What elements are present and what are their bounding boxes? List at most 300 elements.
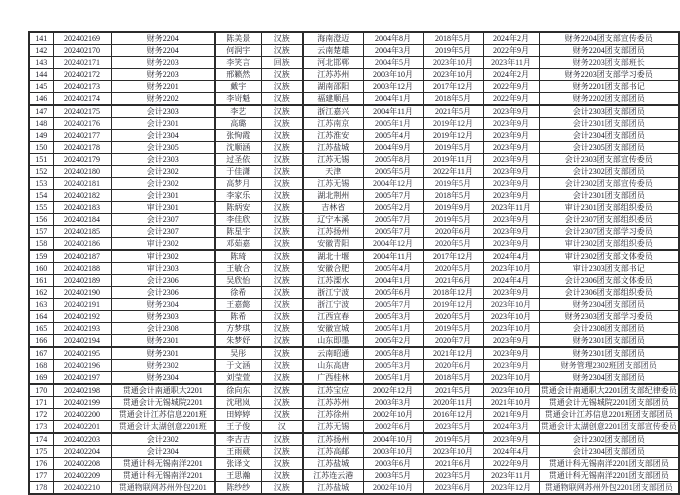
position-cell: 会计2301团支部团员 [539, 190, 679, 202]
name-cell: 邢籁然 [215, 69, 261, 81]
date-cell-a: 2019年11月 [423, 154, 483, 166]
birthplace-cell: 江苏扬州 [303, 226, 363, 238]
ethnicity-cell: 汉族 [261, 299, 303, 311]
row-number-cell: 161 [29, 275, 53, 287]
student-id-cell: 202402187 [53, 250, 111, 263]
birth-date-cell: 2004年11月 [363, 250, 423, 263]
ethnicity-cell: 汉族 [261, 105, 303, 118]
class-name-cell: 财务2203 [111, 57, 215, 69]
class-name-cell: 财务2301 [111, 335, 215, 348]
student-id-cell: 202402208 [53, 458, 111, 470]
date-cell-a: 2020年5月 [423, 311, 483, 323]
row-number-cell: 148 [29, 118, 53, 130]
position-cell: 财务2303团支部学习委员 [539, 311, 679, 323]
birth-date-cell: 2003年3月 [363, 397, 423, 409]
name-cell: 李佳欣 [215, 214, 261, 226]
birthplace-cell: 江苏苏州 [303, 397, 363, 409]
date-cell-a: 2017年12月 [423, 250, 483, 263]
ethnicity-cell: 汉族 [261, 335, 303, 348]
name-cell: 刘莹萱 [215, 372, 261, 385]
name-cell: 吴彤 [215, 347, 261, 360]
date-cell-b: 2023年9月 [483, 190, 539, 202]
ethnicity-cell: 汉族 [261, 190, 303, 202]
table-row [29, 433, 679, 446]
table-row [29, 372, 679, 385]
position-cell: 贯通会计南通职大2201团支部纪律委员 [539, 384, 679, 397]
position-cell: 审计2303团支部书记 [539, 263, 679, 275]
date-cell-b: 2024年2月 [483, 32, 539, 45]
ethnicity-cell: 汉族 [261, 250, 303, 263]
student-id-cell: 202402180 [53, 166, 111, 178]
name-cell: 李艺 [215, 105, 261, 118]
table-row [29, 311, 679, 323]
date-cell-a: 2018年5月 [423, 32, 483, 45]
date-cell-b: 2023年9月 [483, 335, 539, 348]
position-cell: 财务2201团支部书记 [539, 81, 679, 93]
name-cell: 王敏合 [215, 263, 261, 275]
position-cell: 会计2306团支部组织委员 [539, 287, 679, 299]
date-cell-a: 2020年6月 [423, 360, 483, 372]
ethnicity-cell: 汉族 [261, 470, 303, 482]
row-number-cell: 153 [29, 178, 53, 190]
birthplace-cell: 江苏苏州 [303, 69, 363, 81]
table-row [29, 384, 679, 397]
position-cell: 财务2301团支部团员 [539, 335, 679, 348]
student-id-cell: 202402183 [53, 202, 111, 214]
ethnicity-cell: 汉族 [261, 433, 303, 446]
row-number-cell: 151 [29, 154, 53, 166]
student-id-cell: 202402178 [53, 142, 111, 154]
birthplace-cell: 江苏盐城 [303, 482, 363, 495]
student-id-cell: 202402175 [53, 105, 111, 118]
class-name-cell: 贯通计科无锡南洋2201 [111, 458, 215, 470]
student-id-cell: 202402192 [53, 311, 111, 323]
date-cell-a: 2020年7月 [423, 335, 483, 348]
student-id-cell: 202402171 [53, 57, 111, 69]
row-number-cell: 175 [29, 446, 53, 458]
birthplace-cell: 广西桂林 [303, 372, 363, 385]
birth-date-cell: 2002年6月 [363, 421, 423, 434]
student-id-cell: 202402184 [53, 214, 111, 226]
student-id-cell: 202402188 [53, 263, 111, 275]
birthplace-cell: 海南澄迈 [303, 32, 363, 45]
table-row [29, 287, 679, 299]
row-number-cell: 142 [29, 45, 53, 57]
ethnicity-cell: 汉族 [261, 118, 303, 130]
date-cell-b: 2023年9月 [483, 238, 539, 251]
position-cell: 会计2308团支部团员 [539, 323, 679, 335]
ethnicity-cell: 汉族 [261, 226, 303, 238]
date-cell-a: 2020年5月 [423, 238, 483, 251]
birth-date-cell: 2003年5月 [363, 470, 423, 482]
position-cell: 财务2301团支部团员 [539, 347, 679, 360]
date-cell-a: 2019年5月 [423, 323, 483, 335]
ethnicity-cell: 汉族 [261, 323, 303, 335]
student-id-cell: 202402189 [53, 275, 111, 287]
row-number-cell: 143 [29, 57, 53, 69]
row-number-cell: 166 [29, 335, 53, 348]
birth-date-cell: 2005年8月 [363, 347, 423, 360]
birthplace-cell: 福建顺昌 [303, 93, 363, 106]
table-row [29, 360, 679, 372]
position-cell: 财务2304团支部团员 [539, 299, 679, 311]
birth-date-cell: 2005年6月 [363, 287, 423, 299]
student-id-cell: 202402169 [53, 32, 111, 45]
date-cell-b: 2023年9月 [483, 130, 539, 142]
position-cell: 会计2304团支部团员 [539, 130, 679, 142]
date-cell-a: 2021年5月 [423, 384, 483, 397]
birthplace-cell: 江苏连云港 [303, 470, 363, 482]
ethnicity-cell: 汉族 [261, 384, 303, 397]
birth-date-cell: 2004年1月 [363, 275, 423, 287]
name-cell: 王子俊 [215, 421, 261, 434]
table-row [29, 347, 679, 360]
student-id-cell: 202402177 [53, 130, 111, 142]
date-cell-b: 2024年2月 [483, 69, 539, 81]
date-cell-a: 2023年5月 [423, 470, 483, 482]
date-cell-b: 2023年11月 [483, 470, 539, 482]
table-row [29, 238, 679, 251]
birthplace-cell: 浙江嘉兴 [303, 105, 363, 118]
name-cell: 王思瀚 [215, 470, 261, 482]
ethnicity-cell: 汉族 [261, 69, 303, 81]
birth-date-cell: 2004年12月 [363, 238, 423, 251]
birthplace-cell: 安徽青阳 [303, 238, 363, 251]
name-cell: 高璐 [215, 118, 261, 130]
birthplace-cell: 江苏淮安 [303, 130, 363, 142]
birth-date-cell: 2005年7月 [363, 299, 423, 311]
row-number-cell: 155 [29, 202, 53, 214]
table-row [29, 335, 679, 348]
name-cell: 陈纱纱 [215, 482, 261, 495]
name-cell: 方梦琪 [215, 323, 261, 335]
position-cell: 会计2302团支部团员 [539, 166, 679, 178]
student-id-cell: 202402198 [53, 384, 111, 397]
class-name-cell: 贯通计科无锡南洋2201 [111, 470, 215, 482]
ethnicity-cell: 汉 [261, 421, 303, 434]
birthplace-cell: 江苏无锡 [303, 154, 363, 166]
table-row [29, 202, 679, 214]
student-id-cell: 202402204 [53, 446, 111, 458]
class-name-cell: 会计2301 [111, 118, 215, 130]
ethnicity-cell: 汉族 [261, 372, 303, 385]
birthplace-cell: 湖南邵阳 [303, 81, 363, 93]
name-cell: 陈美景 [215, 32, 261, 45]
student-id-cell: 202402203 [53, 433, 111, 446]
ethnicity-cell: 汉族 [261, 360, 303, 372]
table-row [29, 409, 679, 421]
position-cell: 财务2304团支部团员 [539, 372, 679, 385]
birth-date-cell: 2004年10月 [363, 433, 423, 446]
birth-date-cell: 2004年5月 [363, 57, 423, 69]
birth-date-cell: 2005年2月 [363, 202, 423, 214]
roster-table-body [29, 32, 679, 494]
date-cell-b: 2023年9月 [483, 105, 539, 118]
table-row [29, 190, 679, 202]
date-cell-b: 2024年4月 [483, 250, 539, 263]
table-row [29, 118, 679, 130]
ethnicity-cell: 汉族 [261, 32, 303, 45]
name-cell: 李吉吉 [215, 433, 261, 446]
table-row [29, 45, 679, 57]
position-cell: 审计2301团支部组织委员 [539, 202, 679, 214]
name-cell: 陈星宇 [215, 226, 261, 238]
student-id-cell: 202402186 [53, 238, 111, 251]
ethnicity-cell: 汉族 [261, 45, 303, 57]
class-name-cell: 会计2306 [111, 275, 215, 287]
birth-date-cell: 2002年10月 [363, 482, 423, 495]
table-row [29, 421, 679, 434]
name-cell: 于佳潇 [215, 166, 261, 178]
ethnicity-cell: 汉族 [261, 214, 303, 226]
table-row [29, 154, 679, 166]
date-cell-a: 2023年5月 [423, 421, 483, 434]
date-cell-a: 2022年11月 [423, 166, 483, 178]
birthplace-cell: 安徽合肥 [303, 263, 363, 275]
position-cell: 财务2204团支部宣传委员 [539, 32, 679, 45]
student-id-cell: 202402193 [53, 323, 111, 335]
student-id-cell: 202402176 [53, 118, 111, 130]
name-cell: 朱梦妤 [215, 335, 261, 348]
class-name-cell: 会计2305 [111, 142, 215, 154]
ethnicity-cell: 汉族 [261, 409, 303, 421]
class-name-cell: 财务2202 [111, 93, 215, 106]
table-row [29, 482, 679, 495]
position-cell: 财务2203团支部班长 [539, 57, 679, 69]
student-id-cell: 202402170 [53, 45, 111, 57]
birthplace-cell: 江苏溧水 [303, 275, 363, 287]
date-cell-a: 2019年12月 [423, 130, 483, 142]
birthplace-cell: 湖北十堰 [303, 250, 363, 263]
position-cell: 会计2303团支部宣传委员 [539, 154, 679, 166]
date-cell-b: 2022年9月 [483, 45, 539, 57]
date-cell-a: 2023年10月 [423, 57, 483, 69]
date-cell-b: 2024年3月 [483, 421, 539, 434]
date-cell-a: 2018年5月 [423, 372, 483, 385]
table-row [29, 299, 679, 311]
position-cell: 贯通会计无锡城院2201团支部团员 [539, 397, 679, 409]
birth-date-cell: 2005年1月 [363, 323, 423, 335]
table-row [29, 263, 679, 275]
table-row [29, 57, 679, 69]
date-cell-a: 2021年12月 [423, 347, 483, 360]
date-cell-a: 2018年5月 [423, 93, 483, 106]
class-name-cell: 财务2304 [111, 299, 215, 311]
class-name-cell: 会计2303 [111, 105, 215, 118]
birth-date-cell: 2005年3月 [363, 360, 423, 372]
class-name-cell: 审计2301 [111, 202, 215, 214]
student-id-cell: 202402199 [53, 397, 111, 409]
table-row [29, 397, 679, 409]
ethnicity-cell: 汉族 [261, 347, 303, 360]
class-name-cell: 贯通会计江苏信息2201班 [111, 409, 215, 421]
class-name-cell: 会计2303 [111, 154, 215, 166]
birth-date-cell: 2004年3月 [363, 45, 423, 57]
class-name-cell: 会计2307 [111, 214, 215, 226]
row-number-cell: 168 [29, 360, 53, 372]
ethnicity-cell: 汉族 [261, 202, 303, 214]
table-row [29, 458, 679, 470]
position-cell: 贯通物联网苏州外包2201团支部团员 [539, 482, 679, 495]
table-row [29, 130, 679, 142]
date-cell-a: 2019年5月 [423, 433, 483, 446]
student-id-cell: 202402182 [53, 190, 111, 202]
birthplace-cell: 天津 [303, 166, 363, 178]
name-cell: 张译文 [215, 458, 261, 470]
birthplace-cell: 江苏无锡 [303, 178, 363, 190]
name-cell: 徐向东 [215, 384, 261, 397]
birth-date-cell: 2002年10月 [363, 409, 423, 421]
date-cell-a: 2019年12月 [423, 299, 483, 311]
date-cell-a: 2018年5月 [423, 190, 483, 202]
row-number-cell: 176 [29, 458, 53, 470]
position-cell: 财务2204团支部团员 [539, 45, 679, 57]
class-name-cell: 财务2204 [111, 45, 215, 57]
name-cell: 田婷婷 [215, 409, 261, 421]
position-cell: 贯通会计太湖创意2201团支部宣传委员 [539, 421, 679, 434]
date-cell-a: 2018年12月 [423, 287, 483, 299]
date-cell-a: 2023年10月 [423, 69, 483, 81]
date-cell-a: 2019年5月 [423, 45, 483, 57]
class-name-cell: 会计2304 [111, 446, 215, 458]
birth-date-cell: 2003年10月 [363, 69, 423, 81]
ethnicity-cell: 汉族 [261, 154, 303, 166]
class-name-cell: 会计2302 [111, 178, 215, 190]
class-name-cell: 贯通会计无锡城院2201 [111, 397, 215, 409]
ethnicity-cell: 汉族 [261, 166, 303, 178]
position-cell: 会计2307团支部组织委员 [539, 214, 679, 226]
name-cell: 于文涵 [215, 360, 261, 372]
class-name-cell: 财务2302 [111, 360, 215, 372]
table-row [29, 275, 679, 287]
date-cell-a: 2017年12月 [423, 81, 483, 93]
row-number-cell: 145 [29, 81, 53, 93]
name-cell: 王雨葳 [215, 446, 261, 458]
name-cell: 李岢魁 [215, 93, 261, 106]
row-number-cell: 172 [29, 409, 53, 421]
birthplace-cell: 江苏南京 [303, 118, 363, 130]
name-cell: 何润宇 [215, 45, 261, 57]
ethnicity-cell: 汉族 [261, 275, 303, 287]
birth-date-cell: 2002年12月 [363, 384, 423, 397]
table-row [29, 166, 679, 178]
class-name-cell: 财务2303 [111, 311, 215, 323]
date-cell-b: 2024年4月 [483, 275, 539, 287]
date-cell-b: 2023年9月 [483, 214, 539, 226]
class-name-cell: 财务2203 [111, 69, 215, 81]
ethnicity-cell: 汉族 [261, 93, 303, 106]
date-cell-b: 2023年9月 [483, 154, 539, 166]
birthplace-cell: 江西宜春 [303, 311, 363, 323]
name-cell: 沈顺涵 [215, 142, 261, 154]
date-cell-b: 2023年10月 [483, 263, 539, 275]
date-cell-b: 2023年9月 [483, 166, 539, 178]
class-name-cell: 贯通会计南通职大2201 [111, 384, 215, 397]
birth-date-cell: 2004年11月 [363, 105, 423, 118]
name-cell: 沈珺岚 [215, 397, 261, 409]
birth-date-cell: 2005年8月 [363, 154, 423, 166]
birthplace-cell: 江苏高邮 [303, 446, 363, 458]
date-cell-a: 2016年12月 [423, 409, 483, 421]
birthplace-cell: 江苏盐城 [303, 142, 363, 154]
ethnicity-cell: 汉族 [261, 311, 303, 323]
row-number-cell: 141 [29, 32, 53, 45]
class-name-cell: 会计2307 [111, 226, 215, 238]
student-id-cell: 202402181 [53, 178, 111, 190]
birth-date-cell: 2004年9月 [363, 142, 423, 154]
birth-date-cell: 2005年7月 [363, 226, 423, 238]
name-cell: 陈炳安 [215, 202, 261, 214]
row-number-cell: 154 [29, 190, 53, 202]
birth-date-cell: 2003年6月 [363, 458, 423, 470]
date-cell-b: 2023年11月 [483, 57, 539, 69]
student-id-cell: 202402196 [53, 360, 111, 372]
row-number-cell: 165 [29, 323, 53, 335]
ethnicity-cell: 汉族 [261, 263, 303, 275]
date-cell-a: 2019年5月 [423, 142, 483, 154]
class-name-cell: 会计2302 [111, 433, 215, 446]
name-cell: 吴欣怡 [215, 275, 261, 287]
row-number-cell: 146 [29, 93, 53, 106]
birth-date-cell: 2005年7月 [363, 214, 423, 226]
position-cell: 财务2202团支部团员 [539, 93, 679, 106]
table-row [29, 69, 679, 81]
row-number-cell: 170 [29, 384, 53, 397]
row-number-cell: 178 [29, 482, 53, 495]
date-cell-a: 2019年12月 [423, 118, 483, 130]
birth-date-cell: 2005年7月 [363, 190, 423, 202]
student-id-cell: 202402173 [53, 81, 111, 93]
birthplace-cell: 浙江宁波 [303, 287, 363, 299]
roster-table [28, 31, 680, 495]
row-number-cell: 173 [29, 421, 53, 434]
ethnicity-cell: 汉族 [261, 397, 303, 409]
name-cell: 陈琦 [215, 250, 261, 263]
row-number-cell: 157 [29, 226, 53, 238]
student-id-cell: 202402190 [53, 287, 111, 299]
date-cell-b: 2023年9月 [483, 178, 539, 190]
class-name-cell: 财务2204 [111, 32, 215, 45]
date-cell-a: 2023年6月 [423, 482, 483, 495]
student-id-cell: 202402201 [53, 421, 111, 434]
birthplace-cell: 辽宁本溪 [303, 214, 363, 226]
name-cell: 王嘉懿 [215, 299, 261, 311]
class-name-cell: 财务2301 [111, 347, 215, 360]
position-cell: 审计2302团支部文体委员 [539, 250, 679, 263]
class-name-cell: 审计2303 [111, 263, 215, 275]
birthplace-cell: 云南楚雄 [303, 45, 363, 57]
table-row [29, 214, 679, 226]
date-cell-b: 2021年9月 [483, 409, 539, 421]
class-name-cell: 财务2201 [111, 81, 215, 93]
row-number-cell: 162 [29, 287, 53, 299]
ethnicity-cell: 汉族 [261, 482, 303, 495]
date-cell-b: 2023年9月 [483, 287, 539, 299]
table-row [29, 105, 679, 118]
position-cell: 会计2307团支部学习委员 [539, 226, 679, 238]
ethnicity-cell: 汉族 [261, 238, 303, 251]
row-number-cell: 174 [29, 433, 53, 446]
class-name-cell: 会计2302 [111, 166, 215, 178]
date-cell-b: 2023年10月 [483, 299, 539, 311]
class-name-cell: 会计2304 [111, 130, 215, 142]
birth-date-cell: 2003年10月 [363, 446, 423, 458]
position-cell: 会计2301团支部团员 [539, 118, 679, 130]
student-id-cell: 202402209 [53, 470, 111, 482]
table-row [29, 32, 679, 45]
birthplace-cell: 吉林省 [303, 202, 363, 214]
birthplace-cell: 江苏盐城 [303, 458, 363, 470]
